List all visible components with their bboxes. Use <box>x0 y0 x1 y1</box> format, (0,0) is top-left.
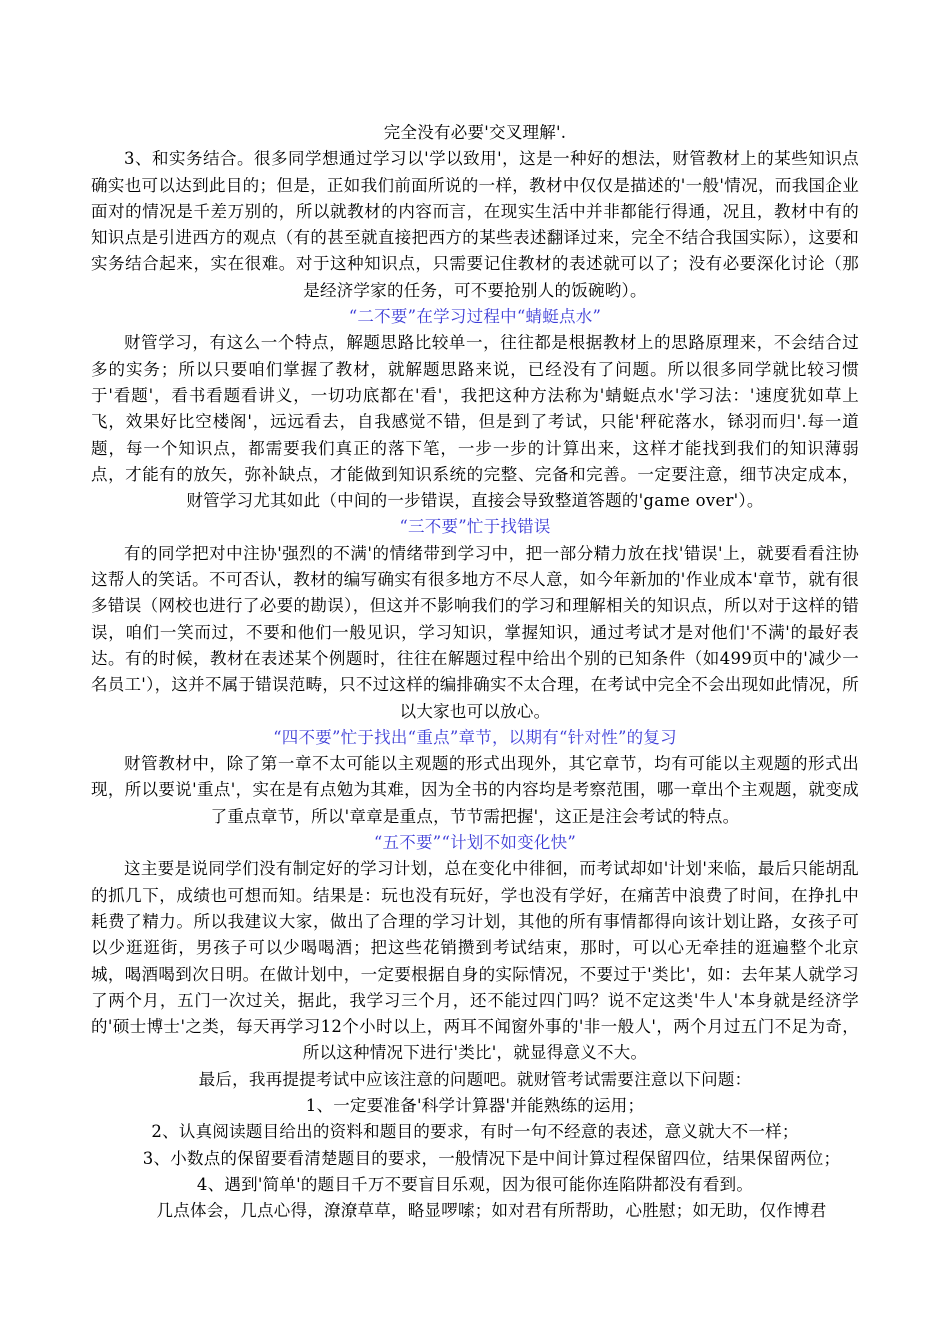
paragraph-practice: 3、和实务结合。很多同学想通过学习以'学以致用'，这是一种好的想法，财管教材上的某些知识点确实也可以达到此目的；但是，正如我们前面所说的一样，教材中仅仅是描述的'一般'情况，而我国企业面对的情况是千差万别的，所以就教材的内容而言，在现实生活中并非都能行得通，况且，教材中有的知识点是引进西方的观点（有的甚至就直接把西方的某些表述翻译过来，完全不结合我国实际），这要和实务结合起来，实在很难。对于这种知识点，只需要记住教材的表述就可以了；没有必要深化讨论（那是经济学家的任务，可不要抢别人的饭碗哟）。 <box>91 149 859 300</box>
heading-fifth-dont: “五不要”“计划不如变化快” <box>373 833 577 853</box>
heading-third-dont: “三不要”忙于找错误 <box>399 517 551 537</box>
heading-second-dont: “二不要”在学习过程中“蜻蜓点水” <box>348 307 602 327</box>
paragraph-fourth-dont: 财管教材中，除了第一章不太可能以主观题的形式出现外，其它章节，均有可能以主观题的形式出现，所以要说'重点'，实在是有点勉为其难，因为全书的内容均是考察范围，哪一章出个主观题，就变成了重点章节，所以'章章是重点，节节需把握'，这正是注会考试的特点。 <box>91 754 859 826</box>
list-item-read-carefully: 2、认真阅读题目给出的资料和题目的要求，有时一句不经意的表述，意义就大不一样； <box>151 1122 799 1142</box>
list-item-decimal-places: 3、小数点的保留要看清楚题目的要求，一般情况下是中间计算过程保留四位，结果保留两位； <box>142 1148 841 1168</box>
paragraph-closing: 几点体会，几点心得，潦潦草草，略显啰嗦；如对君有所帮助，心胜慰；如无助，仅作博君 <box>156 1201 827 1221</box>
paragraph-intro-tail: 完全没有必要'交叉理解'. <box>383 123 567 142</box>
paragraph-fifth-dont: 这主要是说同学们没有制定好的学习计划，总在变化中徘徊，而考试却如'计划'来临，最后只能胡乱的抓几下，成绩也可想而知。结果是：玩也没有玩好，学也没有学好，在痛苦中浪费了时间，在挣扎中耗费了精力。所以我建议大家，做出了合理的学习计划，其他的所有事情都得向该计划让路，女孩子可以少逛逛街，男孩子可以少喝喝酒；把这些花销攒到考试结束，那时，可以心无牵挂的逛遍整个北京城，喝酒喝到次日明。在做计划中，一定要根据自身的实际情况，不要过于'类比'，如：去年某人就学习了两个月，五门一次过关，据此，我学习三个月，还不能过四门吗？说不定这类'牛人'本身就是经济学的'硕士博士'之类，每天再学习12个小时以上，两耳不闻窗外事的'非一般人'，两个月过五门不足为奇，所以这种情况下进行'类比'，就显得意义不大。 <box>91 859 859 1063</box>
paragraph-third-dont: 有的同学把对中注协'强烈的不满'的情绪带到学习中，把一部分精力放在找'错误'上，就要看看注协这帮人的笑话。不可否认，教材的编写确实有很多地方不尽人意，如今年新加的'作业成本'章节，就有很多错误（网校也进行了必要的勘误），但这并不影响我们的学习和理解相关的知识点，所以对于这样的错误，咱们一笑而过，不要和他们一般见识，学习知识，掌握知识，通过考试才是对他们'不满'的最好表达。有的时候，教材在表述某个例题时，往往在解题过程中给出个别的已知条件（如499页中的'减少一名员工'），这并不属于错误范畴，只不过这样的编排确实不太合理，在考试中完全不会出现如此情况，所以大家也可以放心。 <box>91 543 859 721</box>
paragraph-second-dont: 财管学习，有这么一个特点，解题思路比较单一，往往都是根据教材上的思路原理来，不会结合过多的实务；所以只要咱们掌握了教材，就解题思路来说，已经没有了问题。所以很多同学就比较习惯于'看题'，看书看题看讲义，一切功底都在'看'，我把这种方法称为'蜻蜓点水'学习法：'速度犹如草上飞，效果好比空楼阁'，远远看去，自我感觉不错，但是到了考试，只能'秤砣落水，铩羽而归'.每一道题，每一个知识点，都需要我们真正的落下笔，一步一步的计算出来，这样才能找到我们的知识薄弱点，才能有的放矢，弥补缺点，才能做到知识系统的完整、完备和完善。一定要注意，细节决定成本，财管学习尤其如此（中间的一步错误，直接会导致整道答题的'game over'）。 <box>91 333 859 511</box>
list-item-calculator: 1、一定要准备'科学计算器'并能熟练的运用； <box>305 1095 645 1115</box>
list-item-simple-questions: 4、遇到'简单'的题目千万不要盲目乐观，因为很可能你连陷阱都没有看到。 <box>196 1174 754 1194</box>
paragraph-exam-notes-intro: 最后，我再提提考试中应该注意的问题吧。就财管考试需要注意以下问题： <box>198 1069 752 1089</box>
heading-fourth-dont: “四不要”忙于找出“重点”章节，以期有“针对性”的复习 <box>273 727 677 747</box>
